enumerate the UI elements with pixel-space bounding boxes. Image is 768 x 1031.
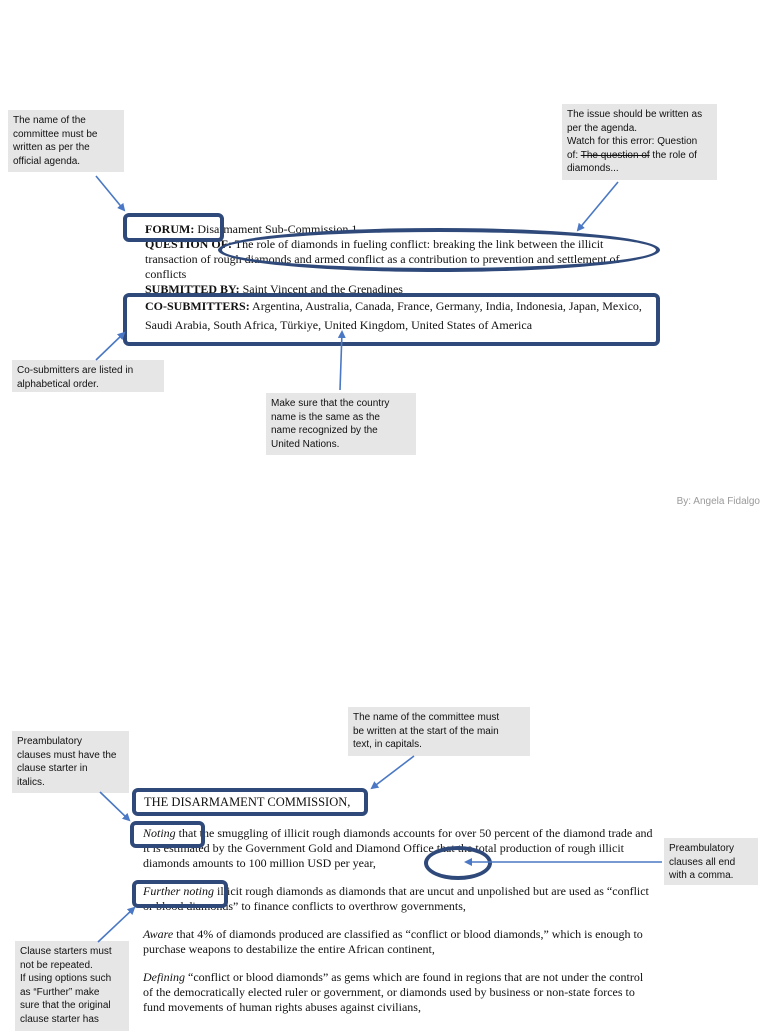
arrow-cosubmitters xyxy=(96,333,124,360)
note-issue-text-b: the role of diamonds... xyxy=(567,149,697,174)
forum-value: Disarmament Sub-Commission 1 xyxy=(194,222,358,236)
note-no-repeat: Clause starters must not be repeated. If using options such as “Further” make sure that the original clause starter has xyxy=(15,941,129,1031)
author-credit: By: Angela Fidalgo xyxy=(676,496,760,507)
clause-text: illicit rough diamonds as diamonds that are uncut and unpolished but are used as “conflict or blood diamonds” to finance conflicts to overthrow governments, xyxy=(143,884,649,913)
arrow-committee-caps xyxy=(372,756,414,788)
forum-highlight-box xyxy=(123,213,224,242)
arrow-committee-name xyxy=(96,176,124,210)
clause-text: that the smuggling of illicit rough diamonds accounts for over 50 percent of the diamond trade and it is estimated by the Government Gold and Diamond Office that the total production of rough illicit diamonds amounts to 100 million USD per year, xyxy=(143,826,653,870)
question-label: QUESTION OF: xyxy=(145,237,233,251)
arrow-italics xyxy=(100,792,129,820)
note-issue-strike: The question of xyxy=(580,149,650,161)
note-cosubmitters-order: Co-submitters are listed in alphabetical order. xyxy=(12,360,164,392)
note-italics-starter: Preambulatory clauses must have the clause starter in italics. xyxy=(12,731,129,793)
note-committee-name: The name of the committee must be written as per the official agenda. xyxy=(8,110,124,172)
clause-starter: Aware xyxy=(143,927,174,941)
clause-noting xyxy=(143,826,655,871)
further-noting-highlight-box xyxy=(132,880,228,908)
comma-highlight-oval xyxy=(424,846,492,880)
forum-label: FORUM: xyxy=(145,222,195,236)
note-issue-text-a: The issue should be written as per the agenda. Watch for this error: Question of: xyxy=(567,109,703,161)
cosubmitters-value: Argentina, Australia, Canada, France, Germany, India, Indonesia, Japan, Mexico, Saudi Arabia, South Africa, Türkiye, United Kingdom, United States of America xyxy=(145,299,642,332)
submitted-value: Saint Vincent and the Grenadines xyxy=(239,282,403,296)
clause-defining xyxy=(143,970,655,1015)
preambulatory-clauses xyxy=(143,826,655,1015)
note-comma-ending: Preambulatory clauses all end with a comma. xyxy=(664,838,758,885)
question-value: The role of diamonds in fueling conflict: breaking the link between the illicit transaction of rough diamonds and armed conflict as a contribution to prevention and settlement of conflicts xyxy=(145,237,620,281)
cosubmitters-highlight-box xyxy=(123,293,660,346)
clause-aware xyxy=(143,927,655,957)
arrow-no-repeat xyxy=(98,908,134,942)
cosubmitters-label: CO-SUBMITTERS: xyxy=(145,299,250,313)
noting-highlight-box xyxy=(130,821,205,848)
note-issue-agenda xyxy=(562,104,717,180)
committee-highlight-box xyxy=(132,788,368,816)
committee-heading: THE DISARMAMENT COMMISSION, xyxy=(144,795,351,809)
question-highlight-oval xyxy=(218,228,660,272)
submitted-label: SUBMITTED BY: xyxy=(145,282,240,296)
clause-starter: Noting xyxy=(143,826,176,840)
clause-text: “conflict or blood diamonds” as gems which are found in regions that are not under the control of the democratically elected ruler or government, or diamonds used by business or non-state forces to fund movements of human rights abuses against civilians, xyxy=(143,970,644,1014)
note-country-name: Make sure that the country name is the same as the name recognized by the United Nations. xyxy=(266,393,416,455)
clause-starter: Further noting xyxy=(143,884,214,898)
clause-text: that 4% of diamonds produced are classified as “conflict or blood diamonds,” which is enough to purchase weapons to destabilize the entire African continent, xyxy=(143,927,643,956)
note-committee-caps: The name of the committee must be written at the start of the main text, in capitals. xyxy=(348,707,530,756)
clause-starter: Defining xyxy=(143,970,185,984)
